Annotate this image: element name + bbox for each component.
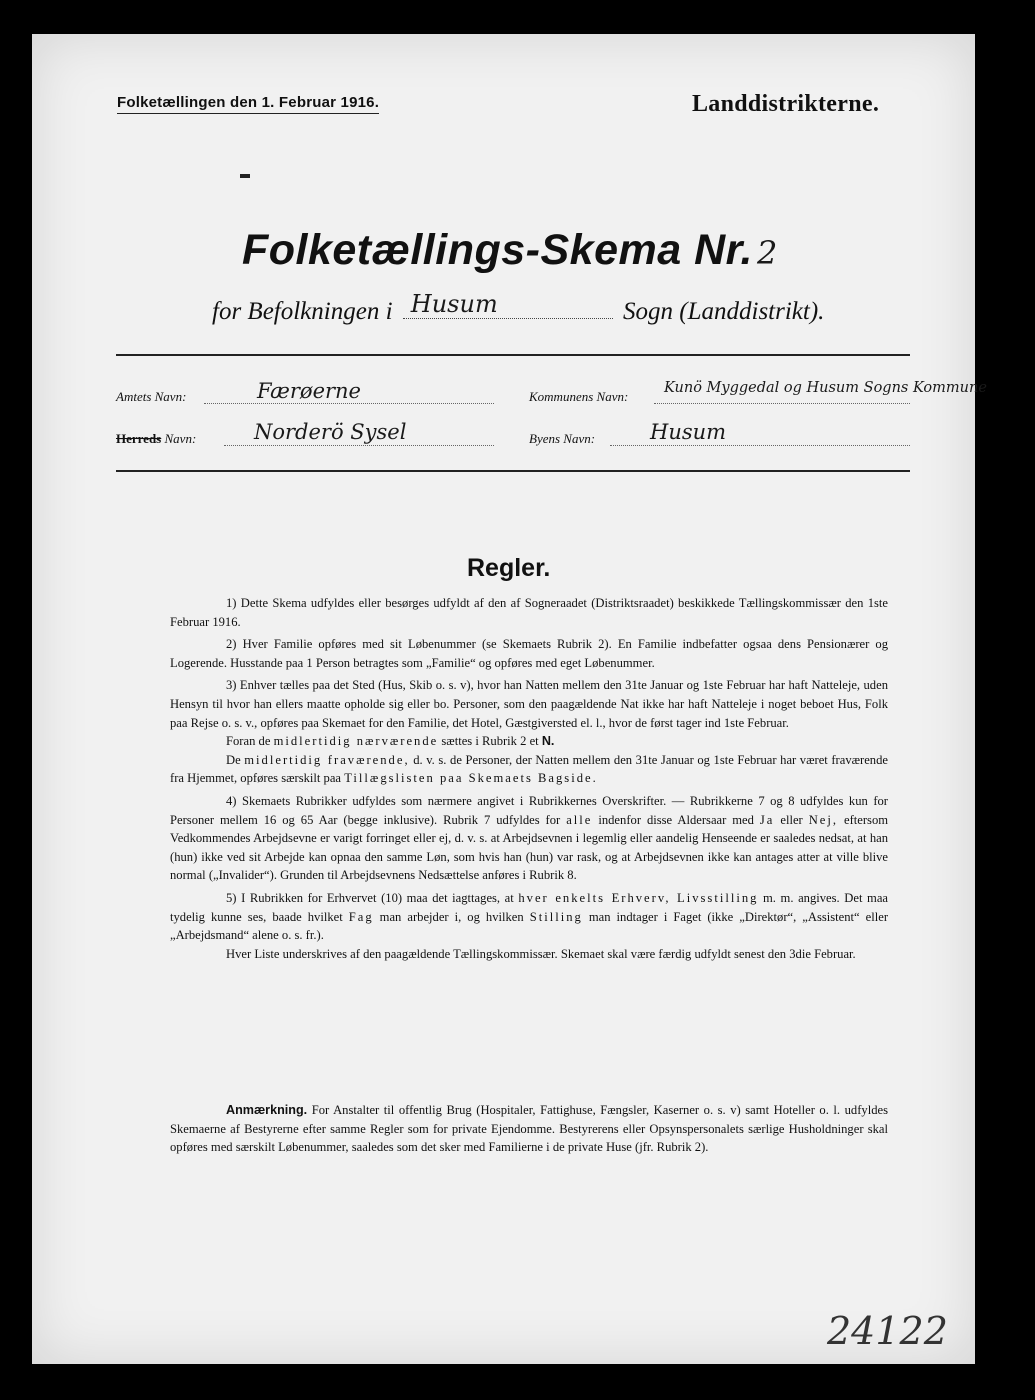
ink-mark [240,174,250,178]
note-label: Anmærkning. [226,1103,308,1117]
rules-body [170,594,888,967]
note-text: For Anstalter til offentlig Brug (Hospitaler, Fattighuse, Fængsler, Kaserner o. s. v) samt Hoteller o. l. udfyldes Skemaerne af Bestyrerne efter samme Regler som for private Ejendomme. Bestyrerens eller Opsynspersonalets særlige Husholdninger skal opføres med særskilt Løbenummer, saaledes som det sker med Familierne i de private Huse (jfr. Rubrik 2). [170,1103,888,1155]
herred-label-text: Navn: [164,431,197,446]
form-title-printed: Folketællings-Skema Nr. [242,226,753,274]
kommune-label: Kommunens Navn: [529,389,629,404]
by-value[interactable]: Husum [650,420,727,444]
parish-line [212,290,852,326]
rule-3-absent: De midlertidig fraværende, d. v. s. de Personer, der Natten mellem den 31te Januar og 1ste Februar har været fraværende fra Hjemmet, opføres særskilt paa Tillægslisten paa Skemaets Bagside. [170,752,888,786]
rule-2: 2) Hver Familie opføres med sit Løbenummer (se Skemaets Rubrik 2). En Familie indbefatter ogsaa dens Pensionærer og Logerende. Husstande paa 1 Person betragtes som „Familie“ og opføres med eget Løbenummer. [170,637,888,670]
parish-line-prefix: for Befolkningen i [212,298,393,325]
kommune-value[interactable]: Kunö Myggedal og Husum Sogns Kommune [664,380,987,396]
rule-1: 1) Dette Skema udfyldes eller besørges udfyldt af den af Sogneraadet (Distriktsraadet) beskikkede Tællingskommissær den 1ste Februar 1916. [170,596,888,629]
amt-value[interactable]: Færøerne [257,379,361,403]
herred-label [116,431,196,447]
by-label: Byens Navn: [529,431,596,446]
rule-5: 5) I Rubrikken for Erhvervet (10) maa det iagttages, at hver enkelts Erhverv, Livsstilling m. m. angives. Det maa tydelig kunne ses, baade hvilket Fag man arbejder i, og hvilken Stilling man indtager i Faget (ikke „Direktør“, „Assistent“ eller „Arbejdsmand“ alene o. s. fr.). [170,890,889,943]
kommune-line [654,402,910,404]
herred-struck-label: Herreds [116,431,162,446]
parish-field[interactable] [403,290,613,319]
by-line [610,444,910,446]
herred-value[interactable]: Norderö Sysel [254,420,407,444]
note-paragraph [170,1101,888,1157]
divider-bottom [116,470,910,472]
rule-3-present: Foran de midlertidig nærværende sættes i Rubrik 2 et N. [226,734,555,749]
parish-line-suffix: Sogn (Landdistrikt). [623,298,825,325]
parish-handwritten: Husum [410,290,498,318]
census-date-header: Folketællingen den 1. Februar 1916. [117,94,379,114]
census-form-sheet [32,34,987,1364]
form-title [242,226,778,275]
rule-4: 4) Skemaets Rubrikker udfyldes som nærmere angivet i Rubrikkernes Overskrifter. — Rubrikkerne 7 og 8 udfyldes kun for Personer mellem 16 og 65 Aar (begge inklusive). Rubrik 7 udfyldes for alle indenfor disse Aldersaar med Ja eller Nej, eftersom Vedkommendes Arbejdsevne er varigt forringet eller ej, d. v. s. at Arbejdsevnen i legemlig eller aandelig Henseende er saaledes nedsat, at han (hun) ikke ved sit Arbejde kan opnaa den samme Løn, som hvis han (hun) var rask, og at Arbejdsevnen ikke kan antages atter at ville blive normal („Invalider“). Grunden til Arbejdsevnens Nedsættelse anføres i Rubrik 8. [170,793,889,883]
district-type-header: Landdistrikterne. [692,91,880,117]
form-number-handwritten: 2 [756,234,778,272]
divider-top [116,354,910,356]
rule-6: Hver Liste underskrives af den paagældende Tællingskommissær. Skemaet skal være færdig udfyldt senest den 3die Februar. [226,946,856,961]
amt-label: Amtets Navn: [116,389,187,404]
archive-stamp-number: 24122 [827,1309,948,1353]
herred-line [224,444,494,446]
rules-heading: Regler. [467,554,551,582]
rule-3: 3) Enhver tælles paa det Sted (Hus, Skib o. s. v), hvor han Natten mellem den 31te Januar og 1ste Februar har haft Natteleje, uden Hensyn til hvor han ellers maatte opholde sig eller bo. Personer, som den paagældende Nat ikke har haft Natteleje i noget beboet Hus, Folk paa Rejse o. s. v., opføres paa Skemaet for den Familie, det Hotel, Gæstgiversted el. l., hvor de først tager ind 1ste Februar. [170,678,888,730]
